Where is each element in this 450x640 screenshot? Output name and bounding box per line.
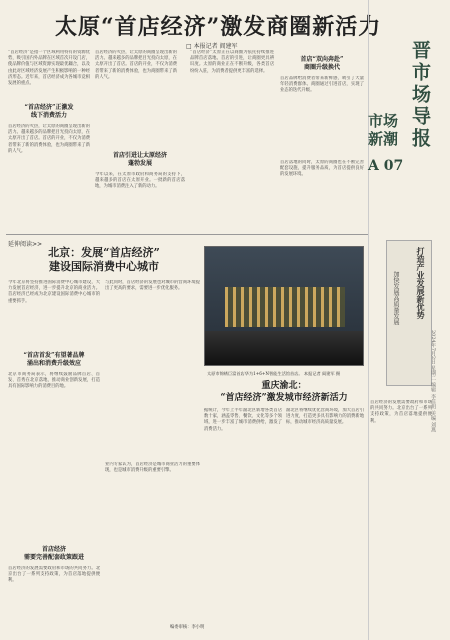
photo-road: [205, 331, 364, 365]
article2-col4: 与此同时，首店经济的发展也对城市的营商环境提出了更高的要求，需要进一步优化服务。: [105, 280, 200, 292]
side-banner: [386, 240, 432, 386]
photo-lights: [225, 287, 345, 327]
article2-col1: 今年北京将坚持推进国际消费中心城市建设，大力发展首店经济，进一步提升北京的商业活力。首店经济已经成为北京建设国际消费中心城市的重要抓手。: [8, 280, 100, 304]
banner-big: 打造产业发展新优势: [416, 247, 426, 319]
article1-col3: “首店经济”太原正在以商圈为依托持续推进品牌首店落地。首店的引进，让商圈更具辨识度。太原的商业正在不断升级，各类首店纷纷入驻，为消费者提供更丰富的选择。: [190, 50, 274, 74]
article1-subhead1: “首店经济”正激发 线下消费活力: [24, 104, 74, 119]
article3-col1: 据统计，今年上半年渝北区新增各类首店数十家，涵盖零售、餐饮、文化等多个领域，进一步丰富了城市消费供给，激发了消费活力。: [204, 408, 282, 432]
article1-col5: 首店落地的同时，太原的商圈也在不断完善配套设施，提升服务品质，为首店提供良好的发展环境。: [280, 160, 364, 178]
article2-sub: “首店首发”有望著品牌 涌出和消费升级效应: [23, 352, 85, 367]
page-code: A 07: [368, 158, 404, 174]
article2-sub2: 首店经济 需要完善配套政策跟进: [23, 546, 84, 561]
byline: □ 本报记者 阎建军: [186, 43, 238, 50]
article1-col1: “首店经济”是指一个区域利用特有的资源优势，吸引国内外品牌在区域首次开设门店，使品牌价值与区域资源实现最优耦合，以及由此对区域经济发展产生积极影响的一种经济形态。近年来，首店经济成为各城市竞相发展的重点。: [8, 50, 90, 87]
article1-col2: 首店经济的火热，让太原的商圈呈现出新的活力。越来越多的品牌把目光投向太原，在太原开出了首店。首店的开业，不仅为消费者带来了新的消费体验，也为商圈带来了新的人气。: [8, 124, 90, 154]
footer: 编委审核：李小明: [170, 625, 205, 630]
article1-col4: 首店品牌给消费者带来新鲜感，吸引了大量年轻消费群体。商圈通过引进首店，实现了业态的迭代升级。: [280, 76, 364, 94]
article3-title: 重庆渝北： “首店经济”激发城市经济新活力: [220, 381, 348, 403]
masthead: 晋市场导报: [409, 40, 431, 150]
date-line: 2024年7月2日 星期二 编辑 李佳玥 美编 刘燕: [430, 330, 436, 433]
article2-col2: 北京市商务局表示，将继续鼓励品牌首店、首发、首秀在北京落地，推动商业创新发展，打造具有国际影响力的消费目的地。: [8, 372, 100, 390]
photo-caption: 太原市锦绣巨富首店华为1+6+N智能生活馆首店。 本报记者 阎建军 摄: [207, 371, 341, 376]
article1-subhead2: 首店引进让太原经济 蓬勃发展: [112, 152, 167, 167]
article1-col-mid1: 首店经济的火热，让太原的商圈呈现出新的活力。越来越多的品牌把目光投向太原，在太原开出了首店。首店的开业，不仅为消费者带来了新的消费体验，也为商圈带来了新的人气。: [95, 50, 177, 80]
divider: [6, 234, 368, 235]
photo: [204, 246, 364, 366]
article2-col5: 业内专家认为，首店经济是城市商业活力的重要体现，也是城市消费升级的重要引擎。: [105, 462, 200, 474]
article2-col3: 首店经济的发展需要政府和市场的共同努力。北京出台了一系列支持政策，为首店落地提供便利。: [8, 566, 100, 584]
page-title: 太原“首店经济”激发商圈新活力: [55, 14, 382, 40]
section-name: 市场新潮: [368, 112, 399, 148]
article1-box: 首店“双向奔赴” 商圈升级换代: [300, 56, 344, 71]
article3-col3: 首店经济的发展需要政府和市场的共同努力。北京出台了一系列支持政策，为首店落地提供便利。: [370, 400, 432, 424]
banner-small: 加快发展高质量发展: [392, 271, 399, 325]
article2-title: 北京：发展“首店经济” 建设国际消费中心城市: [48, 246, 160, 273]
more-reading: 延伸阅读>>: [8, 241, 43, 248]
article1-col6: 今年以来，在太原市政府和商务局的支持下，越来越多的首店在太原开业。一批新的首店落地，为城市消费注入了新的动力。: [95, 172, 185, 190]
article3-col2: 渝北区将继续优化营商环境，加大首店引进力度，打造更多具有影响力的消费新地标，推动城市经济高质量发展。: [286, 408, 364, 426]
